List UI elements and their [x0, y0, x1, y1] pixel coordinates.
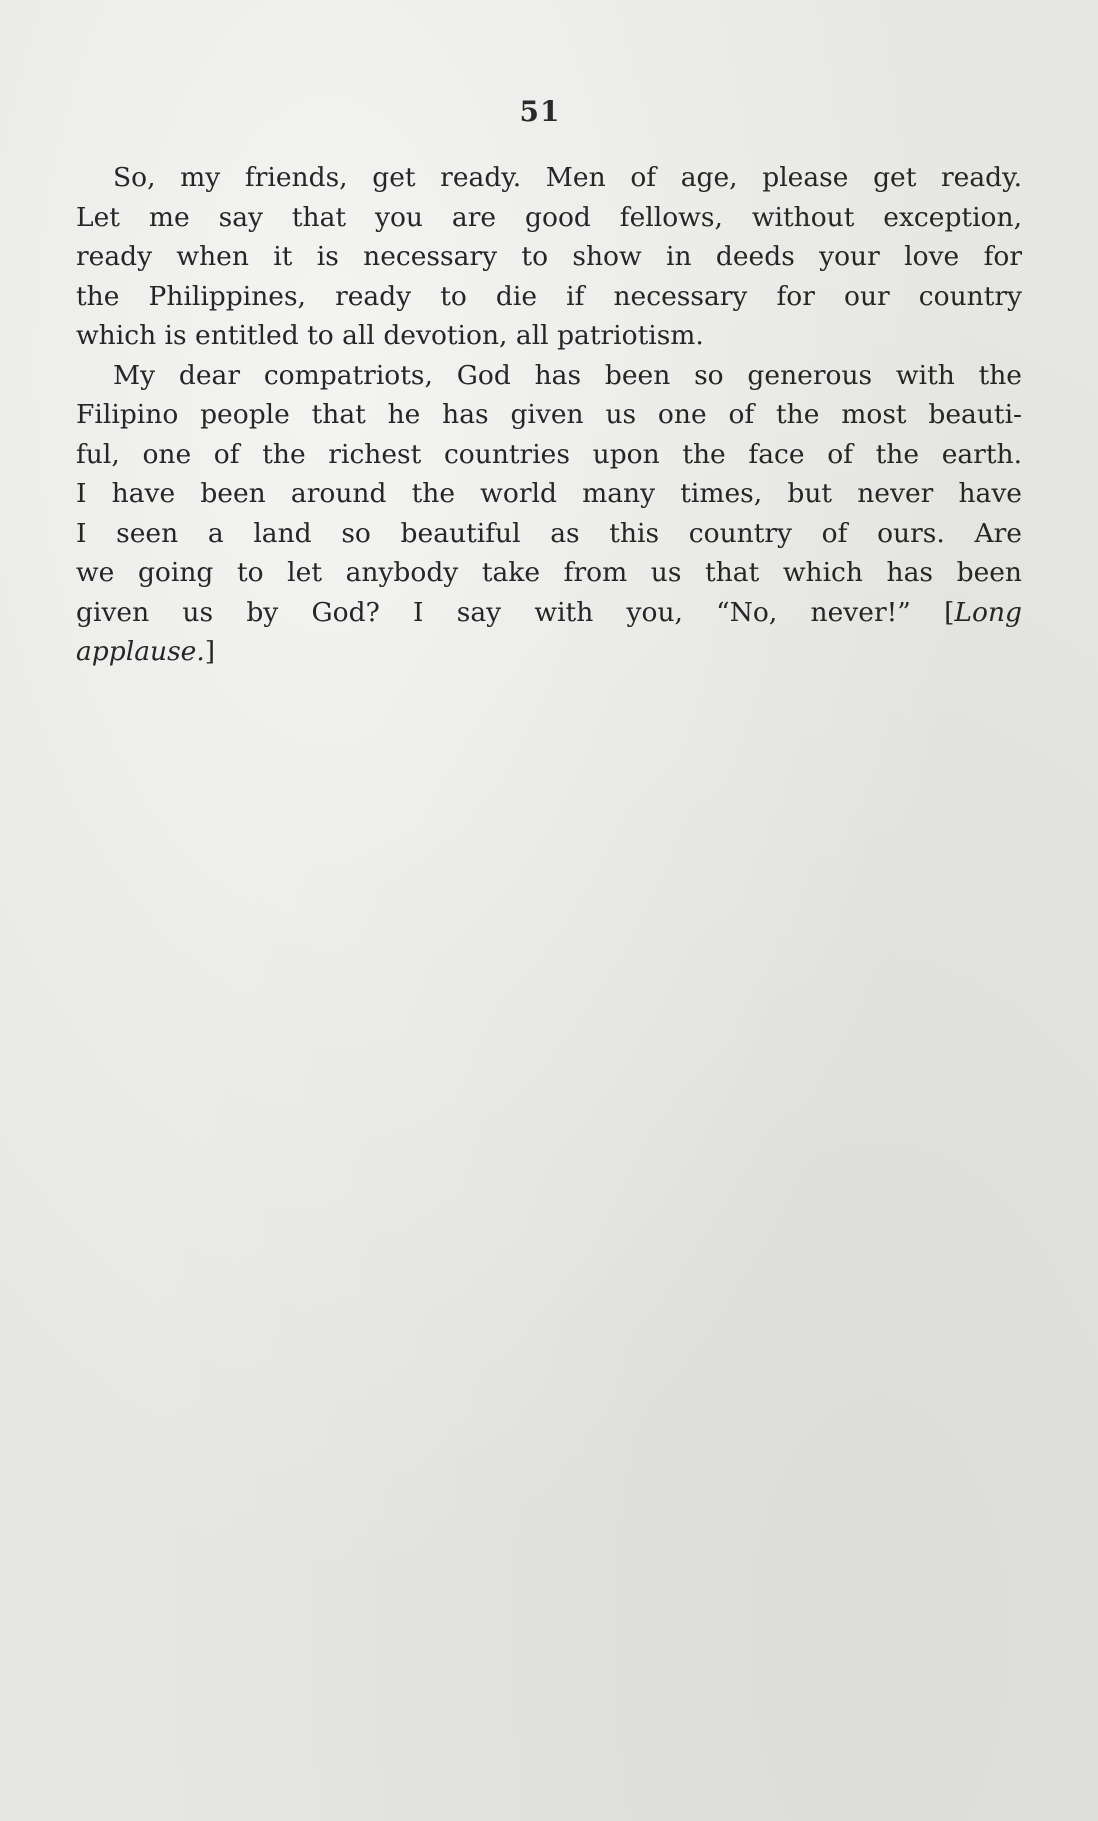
paragraph-2-line-2: Filipino people that he has given us one of the most beauti-	[76, 399, 1022, 430]
closing-bracket: ]	[204, 636, 216, 667]
paragraph-1-line-5: which is entitled to all devotion, all patriotism.	[76, 320, 704, 351]
paragraph-1-line-2: Let me say that you are good fellows, without exception,	[76, 201, 1022, 233]
body-text	[76, 158, 1022, 672]
paragraph-2-line-7-text: given us by God? I say with you, “No, never!” [	[76, 596, 955, 628]
paragraph-2-line-4: I have been around the world many times, but never have	[76, 478, 1022, 509]
paragraph-1-line-4: the Philippines, ready to die if necessary for our country	[76, 280, 1022, 312]
paragraph-2-line-6: we going to let anybody take from us that which has been	[76, 557, 1022, 588]
paragraph-2-line-1: My dear compatriots, God has been so generous with the	[113, 359, 1022, 391]
stage-direction-long: Long	[954, 596, 1022, 628]
paragraph-2-line-5: I seen a land so beautiful as this country of ours. Are	[76, 517, 1022, 549]
paragraph-1-line-3: ready when it is necessary to show in deeds your love for	[76, 241, 1022, 272]
paragraph-2-line-7	[76, 593, 1022, 633]
stage-direction-applause: applause.	[76, 636, 205, 667]
paragraph-1-line-1: So, my friends, get ready. Men of age, please get ready.	[113, 162, 1022, 193]
paragraph-2-line-3: ful, one of the richest countries upon the face of the earth.	[76, 438, 1022, 470]
page-number: 51	[519, 95, 561, 128]
paragraph-2-line-8	[76, 632, 1022, 672]
